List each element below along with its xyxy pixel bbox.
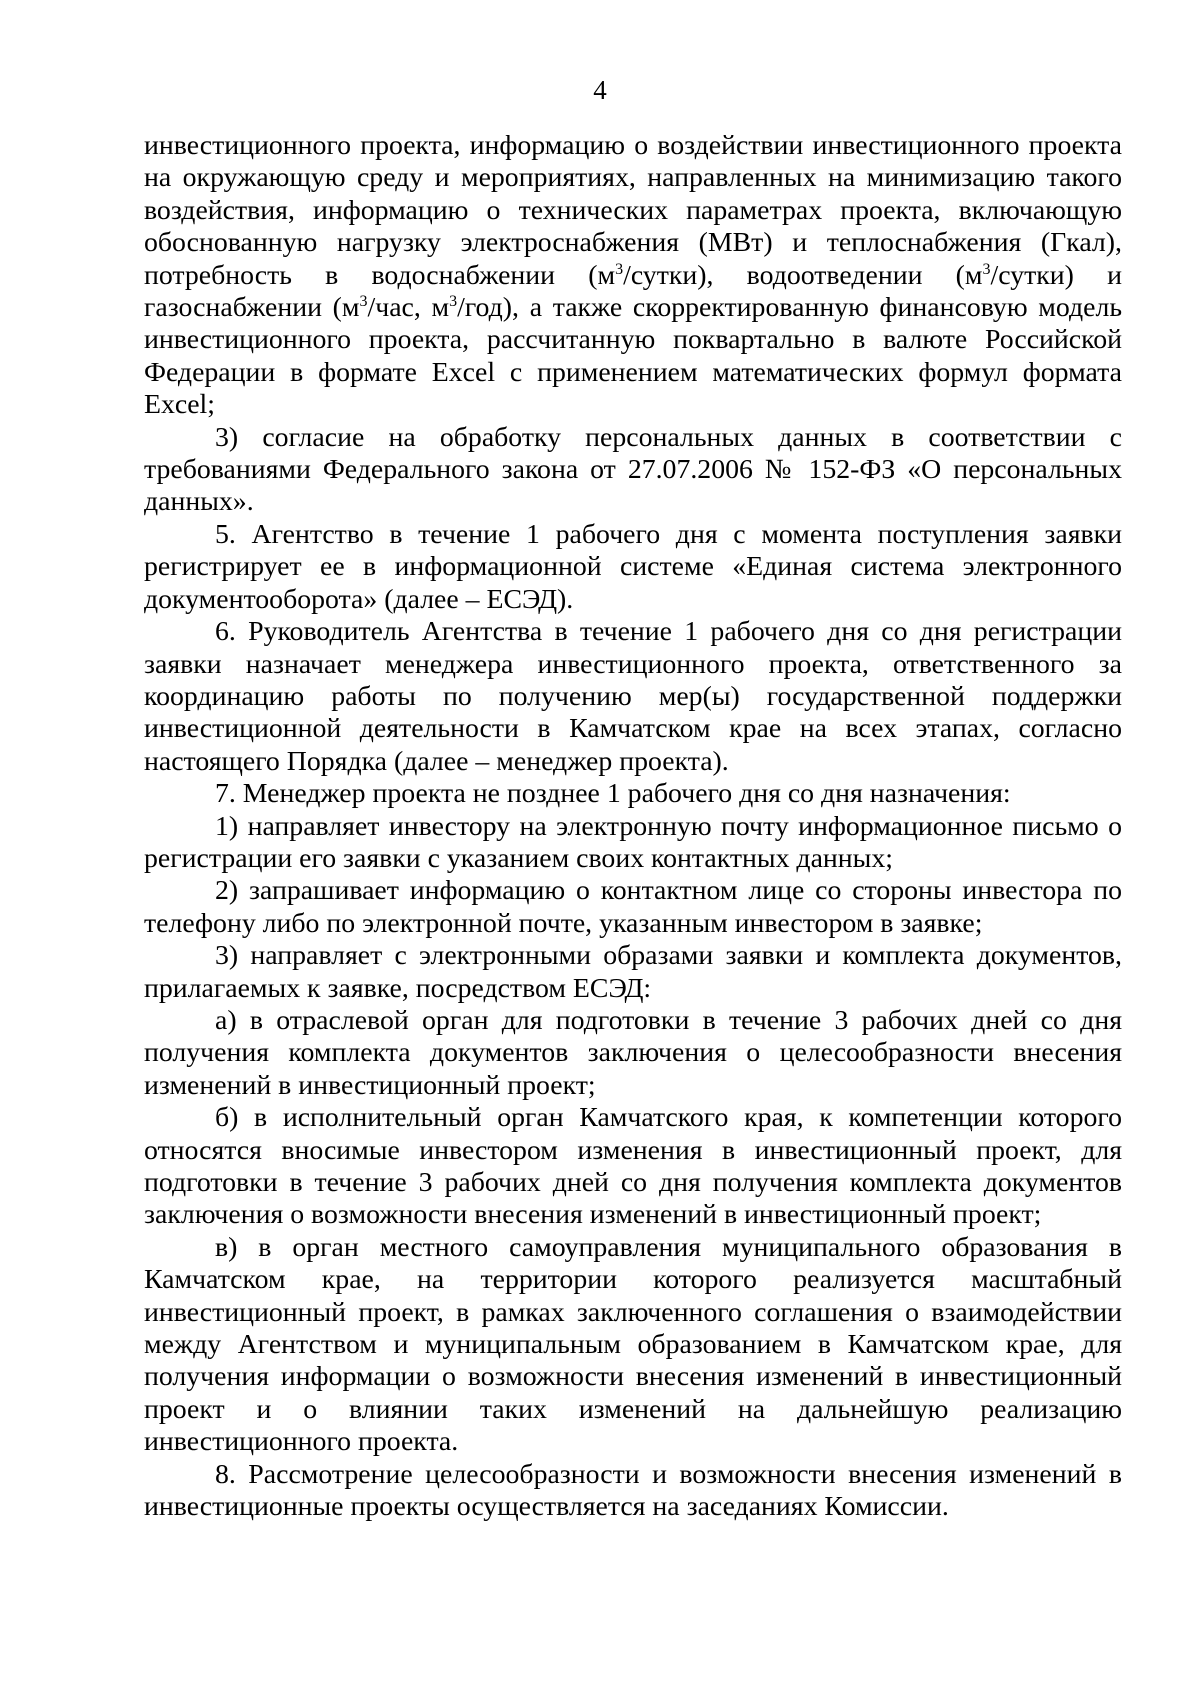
paragraph-text: 1) направляет инвестору на электронную почту информационное письмо о регистрации его заявки с указанием своих контактных данных; [144,810,1122,874]
document-body [144,130,1122,1523]
paragraph [144,422,1122,519]
page-number: 4 [593,75,607,105]
paragraph [144,1102,1122,1232]
paragraph [144,616,1122,778]
paragraph-text: /сутки), водоотведении (м [623,259,983,291]
paragraph-text: /час, м [367,292,450,324]
superscript: 3 [359,293,368,311]
paragraph-text: инвестиционного проекта, информацию о воздействии инвестиционного проекта на окружающую среду и мероприятиях, направленных на минимизацию такого воздействия, информацию о технических параметрах проекта, включающую обоснованную нагрузку электроснабжения (МВт) и теплоснабжения (Гкал), потребность в водоснабжении (м [144,130,1122,291]
superscript: 3 [615,260,624,278]
paragraph-text: в) в орган местного самоуправления муниципального образования в Камчатском крае, на территории которого реализуется масштабный инвестиционный проект, в рамках заключенного соглашения о взаимодействии между Агентством и муниципальным образованием в Камчатском крае, для получения информации о возможности внесения изменений в инвестиционный проект и о влиянии таких изменений на дальнейшую реализацию инвестиционного проекта. [144,1231,1122,1458]
paragraph-text: 2) запрашивает информацию о контактном лице со стороны инвестора по телефону либо по электронной почте, указанным инвестором в заявке; [144,875,1122,939]
paragraph [144,1005,1122,1102]
paragraph-text: б) в исполнительный орган Камчатского края, к компетенции которого относятся вносимые инвестором изменения в инвестиционный проект, для подготовки в течение 3 рабочих дней со дня получения комплекта документов заключения о возможности внесения изменений в инвестиционный проект; [144,1102,1122,1231]
paragraph-text: 7. Менеджер проекта не позднее 1 рабочего дня со дня назначения: [215,778,1011,810]
paragraph-text: 3) направляет с электронными образами заявки и комплекта документов, прилагаемых к заявке, посредством ЕСЭД: [144,940,1122,1004]
paragraph-text: 8. Рассмотрение целесообразности и возможности внесения изменений в инвестиционные проекты осуществляется на заседаниях Комиссии. [144,1458,1122,1523]
paragraph [144,1232,1122,1459]
paragraph-text: 6. Руководитель Агентства в течение 1 рабочего дня со дня регистрации заявки назначает менеджера инвестиционного проекта, ответственного за координацию работы по получению мер(ы) государственной поддержки инвестиционной деятельности в Камчатском крае на всех этапах, согласно настоящего Порядка (далее – менеджер проекта). [144,616,1122,777]
paragraph-text: 5. Агентство в течение 1 рабочего дня с момента поступления заявки регистрирует ее в информационной системе «Единая система электронного документооборота» (далее – ЕСЭД). [144,518,1122,615]
paragraph-text: /сутки) и газоснабжении (м [144,259,1123,324]
superscript: 3 [982,260,991,278]
superscript: 3 [449,293,458,311]
paragraph [144,1459,1122,1524]
paragraph [144,519,1122,616]
paragraph [144,811,1122,876]
paragraph-text: /год), а также скорректированную финансовую модель инвестиционного проекта, рассчитанную поквартально в валюте Российской Федерации в формате Excel с применением математических формул формата Excel; [144,292,1123,421]
paragraph [144,130,1122,422]
paragraph-text: а) в отраслевой орган для подготовки в течение 3 рабочих дней со дня получения комплекта документов заключения о целесообразности внесения изменений в инвестиционный проект; [144,1004,1122,1101]
paragraph-text: 3) согласие на обработку персональных данных в соответствии с требованиями Федерального закона от 27.07.2006 № 152-ФЗ «О персональных данных». [144,421,1122,518]
paragraph [144,778,1122,810]
paragraph [144,940,1122,1005]
paragraph [144,875,1122,940]
